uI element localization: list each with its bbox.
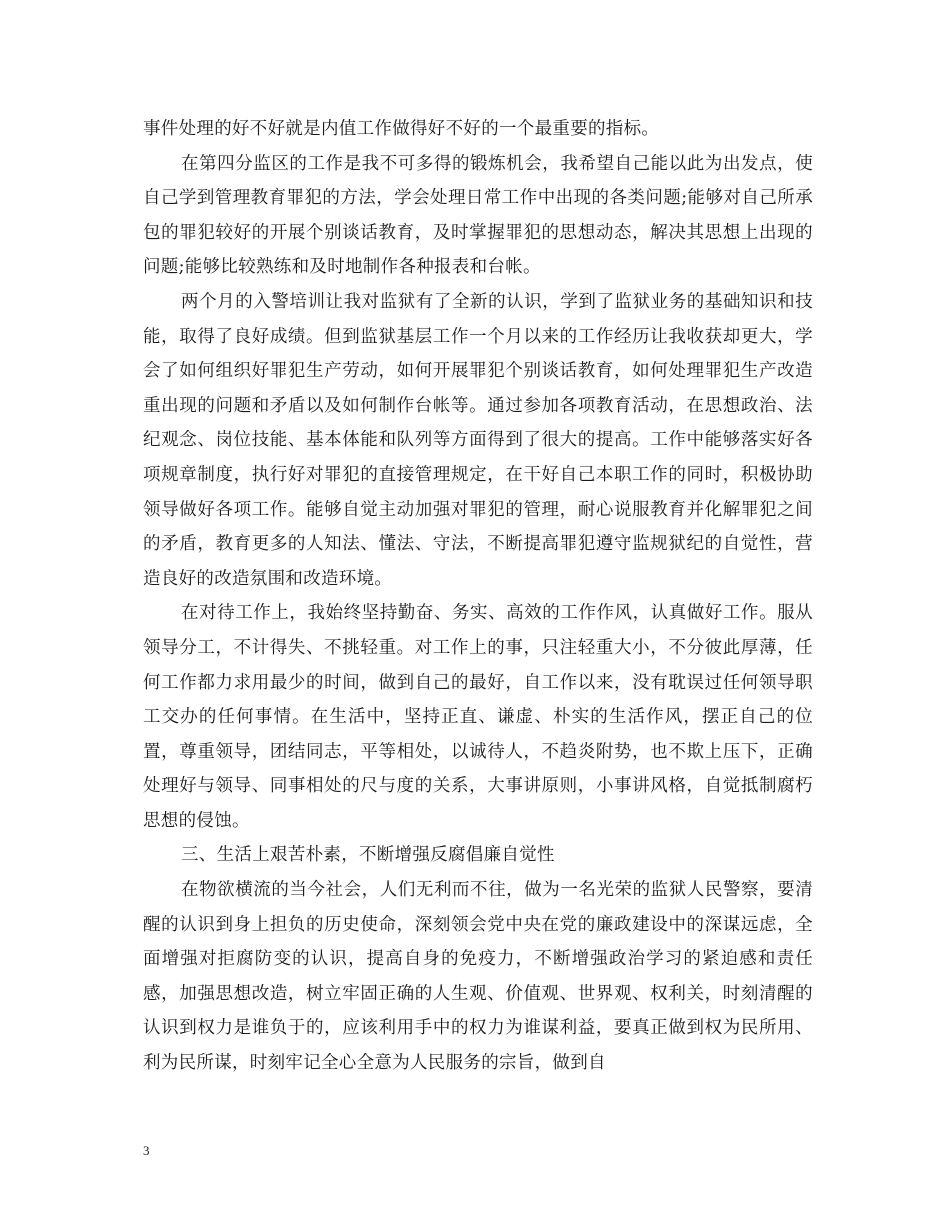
paragraph-5: 在物欲横流的当今社会，人们无利而不往，做为一名光荣的监狱人民警察，要清醒的认识到身上担负的历史使命，深刻领会党中央在党的廉政建设中的深谋远虑，全面增强对拒腐防变的认识，提高自身的免疫力，不断增强政治学习的紧迫感和责任感，加强思想改造，树立牢固正确的人生观、价值观、世界观、权利关，时刻清醒的认识到权力是谁负于的，应该利用手中的权力为谁谋利益，要真正做到权为民所用、利为民所谋，时刻牢记全心全意为人民服务的宗旨，做到自: [143, 880, 813, 1074]
section-heading: 三、生活上艰苦朴素，不断增强反腐倡廉自觉性: [181, 845, 555, 866]
document-body: [143, 112, 813, 1081]
paragraph-3: 两个月的入警培训让我对监狱有了全新的认识，学到了监狱业务的基础知识和技能，取得了良好成绩。但到监狱基层工作一个月以来的工作经历让我收获却更大，学会了如何组织好罪犯生产劳动，如何开展罪犯个别谈话教育，如何处理罪犯生产改造重出现的问题和矛盾以及如何制作台帐等。通过参加各项教育活动，在思想政治、法纪观念、岗位技能、基本体能和队列等方面得到了很大的提高。工作中能够落实好各项规章制度，执行好对罪犯的直接管理规定，在干好自己本职工作的同时，积极协助领导做好各项工作。能够自觉主动加强对罪犯的管理，耐心说服教育并化解罪犯之间的矛盾，教育更多的人知法、懂法、守法，不断提高罪犯遵守监规狱纪的自觉性，营造良好的改造氛围和改造环境。: [143, 291, 813, 589]
paragraph-1: 事件处理的好不好就是内值工作做得好不好的一个最重要的指标。: [143, 119, 660, 139]
paragraph-4: 在对待工作上，我始终坚持勤奋、务实、高效的工作作风，认真做好工作。服从领导分工，不计得失、不挑轻重。对工作上的事，只注轻重大小，不分彼此厚薄，任何工作都力求用最少的时间，做到自己的最好，自工作以来，没有耽误过任何领导职工交办的任何事情。在生活中，坚持正直、谦虚、朴实的生活作风，摆正自己的位置，尊重领导，团结同志，平等相处，以诚待人，不趋炎附势，也不欺上压下，正确处理好与领导、同事相处的尺与度的关系，大事讲原则，小事讲风格，自觉抵制腐朽思想的侵蚀。: [143, 603, 813, 831]
page-number: 3: [143, 1143, 150, 1158]
paragraph-2: 在第四分监区的工作是我不可多得的锻炼机会，我希望自己能以此为出发点，使自己学到管理教育罪犯的方法，学会处理日常工作中出现的各类问题;能够对自己所承包的罪犯较好的开展个别谈话教育，及时掌握罪犯的思想动态，解决其思想上出现的问题;能够比较熟练和及时地制作各种报表和台帐。: [143, 153, 813, 278]
